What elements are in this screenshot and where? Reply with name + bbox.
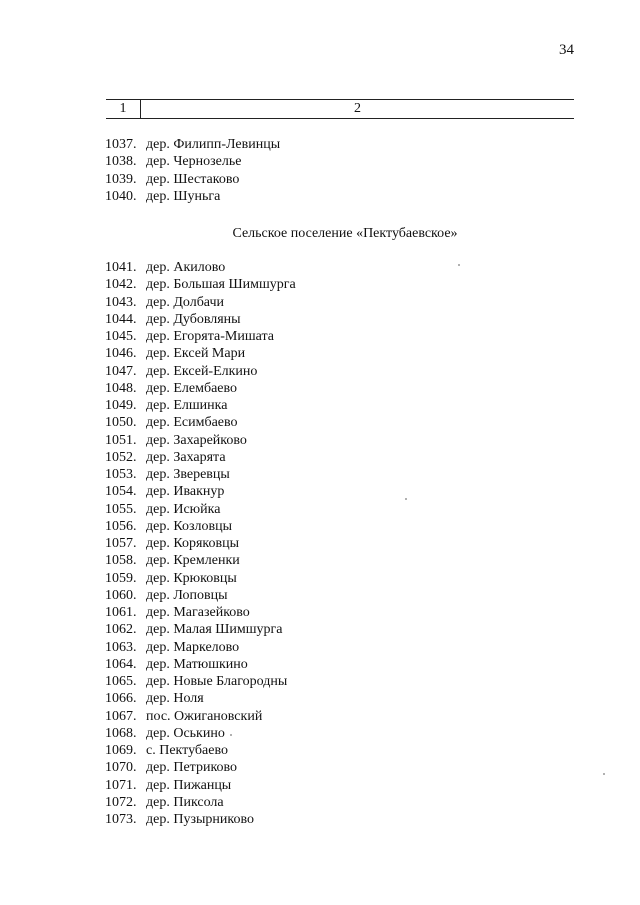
item-number: 1067.	[105, 708, 137, 724]
item-name: дер. Магазейково	[146, 605, 250, 620]
item-number: 1056.	[105, 518, 137, 534]
item-number: 1051.	[105, 432, 137, 448]
item-number: 1071.	[105, 777, 137, 793]
item-number: 1039.	[105, 171, 137, 187]
item-number: 1044.	[105, 311, 137, 327]
item-number: 1066.	[105, 691, 137, 707]
list-item	[105, 777, 296, 794]
item-number: 1057.	[105, 536, 137, 551]
item-number: 1049.	[105, 398, 137, 413]
item-number: 1054.	[105, 484, 137, 500]
item-number: 1061.	[105, 605, 137, 620]
item-name: дер. Большая Шимшурга	[146, 277, 296, 293]
list-item	[105, 725, 296, 742]
list-item	[105, 363, 296, 380]
item-number: 1072.	[105, 794, 137, 810]
list-item	[105, 552, 296, 569]
item-name: дер. Ивакнур	[146, 484, 225, 500]
item-name: дер. Пиксола	[146, 794, 224, 810]
list-item	[105, 171, 280, 188]
item-name: дер. Оськино	[146, 725, 225, 741]
section-title: Сельское поселение «Пектубаевское»	[232, 226, 458, 241]
list-item	[105, 811, 296, 828]
item-name: дер. Малая Шимшурга	[146, 622, 283, 638]
table-header	[106, 99, 574, 119]
item-name: дер. Матюшкино	[146, 656, 248, 672]
list-item	[105, 432, 296, 449]
item-name: дер. Кремленки	[146, 553, 240, 569]
list-item	[105, 535, 296, 552]
item-name: дер. Коряковцы	[146, 536, 240, 551]
item-number: 1052.	[105, 449, 137, 465]
item-name: дер. Пузырниково	[146, 812, 254, 827]
item-name: дер. Акилово	[146, 260, 226, 275]
list-item	[105, 259, 296, 276]
list-item	[105, 518, 296, 535]
item-number: 1047.	[105, 363, 137, 379]
list-item	[105, 328, 296, 345]
item-number: 1065.	[105, 674, 137, 689]
item-number: 1038.	[105, 154, 137, 170]
item-number: 1073.	[105, 812, 137, 827]
list-item	[105, 708, 296, 725]
item-number: 1050.	[105, 415, 137, 431]
list-item	[105, 136, 280, 153]
item-number: 1055.	[105, 501, 137, 517]
list-item	[105, 690, 296, 707]
item-number: 1059.	[105, 570, 137, 586]
item-number: 1063.	[105, 639, 137, 655]
item-name: дер. Маркелово	[146, 639, 240, 655]
list-item	[105, 188, 280, 205]
item-name: дер. Зверевцы	[146, 467, 230, 482]
item-name: дер. Исюйка	[146, 501, 221, 517]
list-item	[105, 483, 296, 500]
scan-speck	[230, 734, 232, 736]
item-name: дер. Чернозелье	[146, 154, 242, 170]
item-number: 1064.	[105, 656, 137, 672]
settlement-list-continued	[105, 136, 280, 205]
scan-speck	[458, 264, 460, 266]
list-item	[105, 742, 296, 759]
item-name: дер. Елембаево	[146, 380, 238, 396]
item-name: дер. Захарята	[146, 449, 226, 465]
list-item	[105, 294, 296, 311]
list-item	[105, 673, 296, 690]
item-number: 1053.	[105, 467, 137, 482]
item-name: дер. Петриково	[146, 760, 238, 776]
list-item	[105, 570, 296, 587]
item-name: дер. Ексей-Елкино	[146, 363, 258, 379]
item-name: пос. Ожигановский	[146, 708, 263, 724]
list-item	[105, 380, 296, 397]
list-item	[105, 345, 296, 362]
item-number: 1068.	[105, 725, 137, 741]
page-number: 34	[559, 42, 574, 58]
list-item	[105, 794, 296, 811]
item-name: дер. Шестаково	[146, 171, 240, 187]
item-name: дер. Крюковцы	[146, 570, 237, 586]
item-number: 1037.	[105, 137, 137, 152]
item-number: 1042.	[105, 277, 137, 293]
item-number: 1040.	[105, 188, 137, 204]
list-item	[105, 501, 296, 518]
item-name: дер. Пижанцы	[146, 777, 232, 793]
item-name: дер. Дубовляны	[146, 311, 241, 327]
item-name: дер. Захарейково	[146, 432, 247, 448]
item-name: дер. Есимбаево	[146, 415, 238, 431]
list-item	[105, 466, 296, 483]
list-item	[105, 276, 296, 293]
item-number: 1069.	[105, 743, 137, 758]
item-name: дер. Елшинка	[146, 398, 228, 413]
settlement-list-pektubaevskoe	[105, 259, 296, 828]
list-item	[105, 311, 296, 328]
list-item	[105, 414, 296, 431]
item-name: с. Пектубаево	[146, 743, 228, 758]
item-number: 1060.	[105, 587, 137, 603]
item-name: дер. Шуньга	[146, 188, 221, 204]
item-name: дер. Новые Благородны	[146, 674, 288, 689]
item-name: дер. Козловцы	[146, 518, 233, 534]
list-item	[105, 656, 296, 673]
list-item	[105, 621, 296, 638]
list-item	[105, 639, 296, 656]
list-item	[105, 397, 296, 414]
scan-speck	[405, 498, 407, 500]
item-number: 1045.	[105, 329, 137, 344]
item-number: 1048.	[105, 380, 137, 396]
scan-speck	[603, 773, 605, 775]
item-number: 1043.	[105, 294, 137, 310]
item-number: 1070.	[105, 760, 137, 776]
list-item	[105, 449, 296, 466]
item-number: 1058.	[105, 553, 137, 569]
item-number: 1046.	[105, 346, 137, 362]
item-name: дер. Филипп-Левинцы	[146, 137, 281, 152]
item-number: 1041.	[105, 260, 137, 275]
item-name: дер. Лоповцы	[146, 587, 228, 603]
item-number: 1062.	[105, 622, 137, 638]
list-item	[105, 604, 296, 621]
item-name: дер. Ноля	[146, 691, 204, 707]
item-name: дер. Долбачи	[146, 294, 224, 310]
item-name: дер. Егорята-Мишата	[146, 329, 274, 344]
table-header-column-1: 1	[106, 100, 141, 118]
item-name: дер. Ексей Мари	[146, 346, 246, 362]
list-item	[105, 153, 280, 170]
list-item	[105, 759, 296, 776]
table-header-column-2: 2	[354, 101, 361, 116]
list-item	[105, 587, 296, 604]
